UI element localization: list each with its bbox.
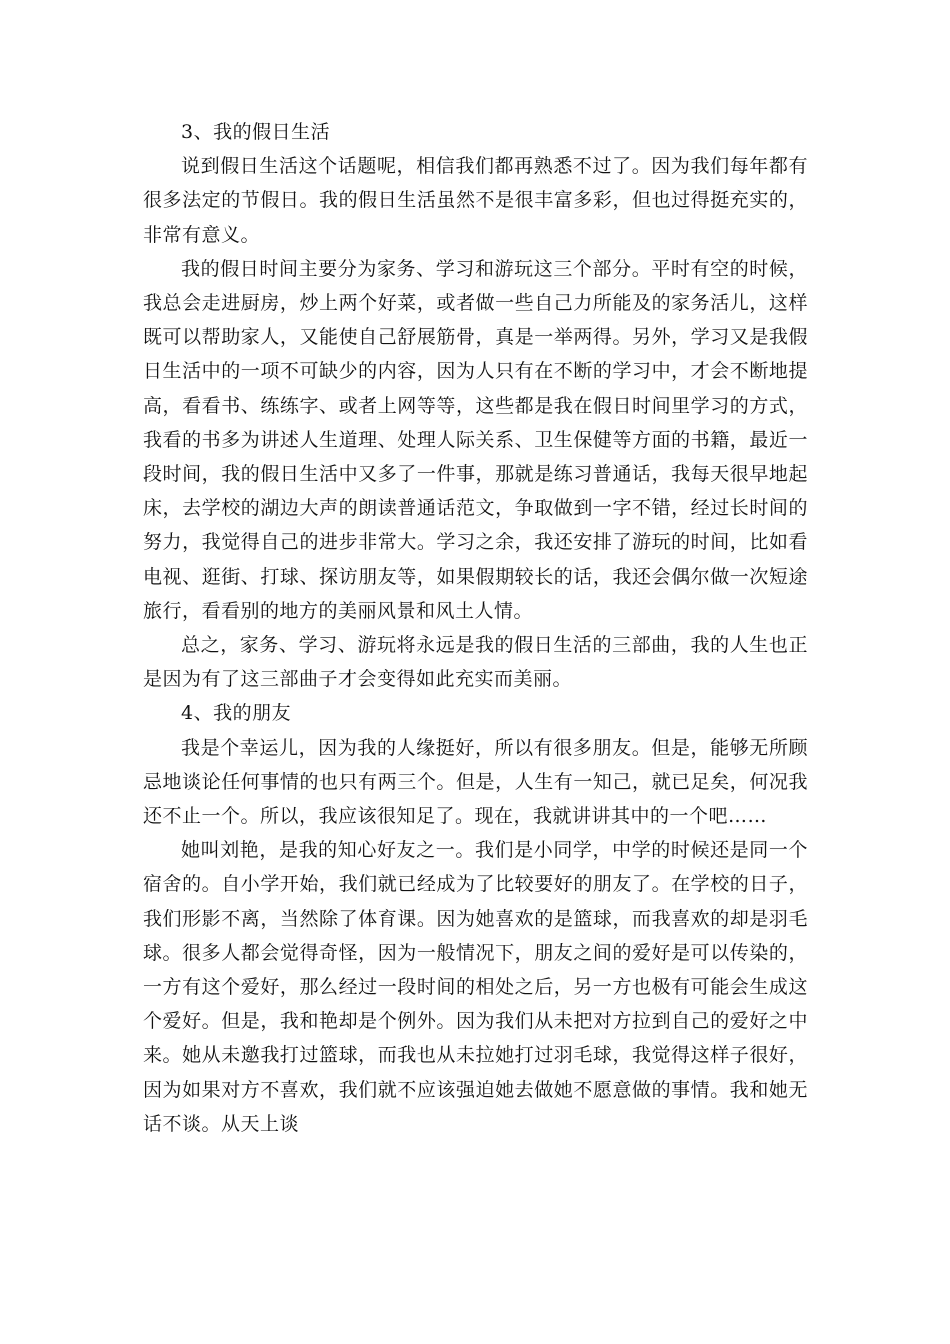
document-body	[143, 115, 808, 1141]
section-4-paragraph-1: 我是个幸运儿，因为我的人缘挺好，所以有很多朋友。但是，能够无所顾忌地谈论任何事情的也只有两三个。但是，人生有一知己，就已足矣，何况我还不止一个。所以，我应该很知足了。现在，我就讲讲其中的一个吧……	[143, 736, 808, 828]
section-3-paragraph-2: 我的假日时间主要分为家务、学习和游玩这三个部分。平时有空的时候，我总会走进厨房，炒上两个好菜，或者做一些自己力所能及的家务活儿，这样既可以帮助家人，又能使自己舒展筋骨，真是一举两得。另外，学习又是我假日生活中的一项不可缺少的内容，因为人只有在不断的学习中，才会不断地提高，看看书、练练字、或者上网等等，这些都是我在假日时间里学习的方式，我看的书多为讲述人生道理、处理人际关系、卫生保健等方面的书籍，最近一段时间，我的假日生活中又多了一件事，那就是练习普通话，我每天很早地起床，去学校的湖边大声的朗读普通话范文，争取做到一字不错，经过长时间的努力，我觉得自己的进步非常大。学习之余，我还安排了游玩的时间，比如看电视、逛街、打球、探访朋友等，如果假期较长的话，我还会偶尔做一次短途旅行，看看别的地方的美丽风景和风土人情。	[143, 257, 808, 622]
section-3-paragraph-1: 说到假日生活这个话题呢，相信我们都再熟悉不过了。因为我们每年都有很多法定的节假日。我的假日生活虽然不是很丰富多彩，但也过得挺充实的，非常有意义。	[143, 155, 808, 246]
section-4-paragraph-2: 她叫刘艳，是我的知心好友之一。我们是小同学，中学的时候还是同一个宿舍的。自小学开始，我们就已经成为了比较要好的朋友了。在学校的日子，我们形影不离，当然除了体育课。因为她喜欢的是篮球，而我喜欢的却是羽毛球。很多人都会觉得奇怪，因为一般情况下，朋友之间的爱好是可以传染的，一方有这个爱好，那么经过一段时间的相处之后，另一方也极有可能会生成这个爱好。但是，我和艳却是个例外。因为我们从未把对方拉到自己的爱好之中来。她从未邀我打过篮球，而我也从未拉她打过羽毛球，我觉得这样子很好，因为如果对方不喜欢，我们就不应该强迫她去做她不愿意做的事情。我和她无话不谈。从天上谈	[143, 839, 808, 1135]
section-3-heading: 3、我的假日生活	[181, 121, 331, 143]
section-4-heading: 4、我的朋友	[181, 702, 292, 725]
section-3-paragraph-3: 总之，家务、学习、游玩将永远是我的假日生活的三部曲，我的人生也正是因为有了这三部曲子才会变得如此充实而美丽。	[143, 634, 808, 691]
